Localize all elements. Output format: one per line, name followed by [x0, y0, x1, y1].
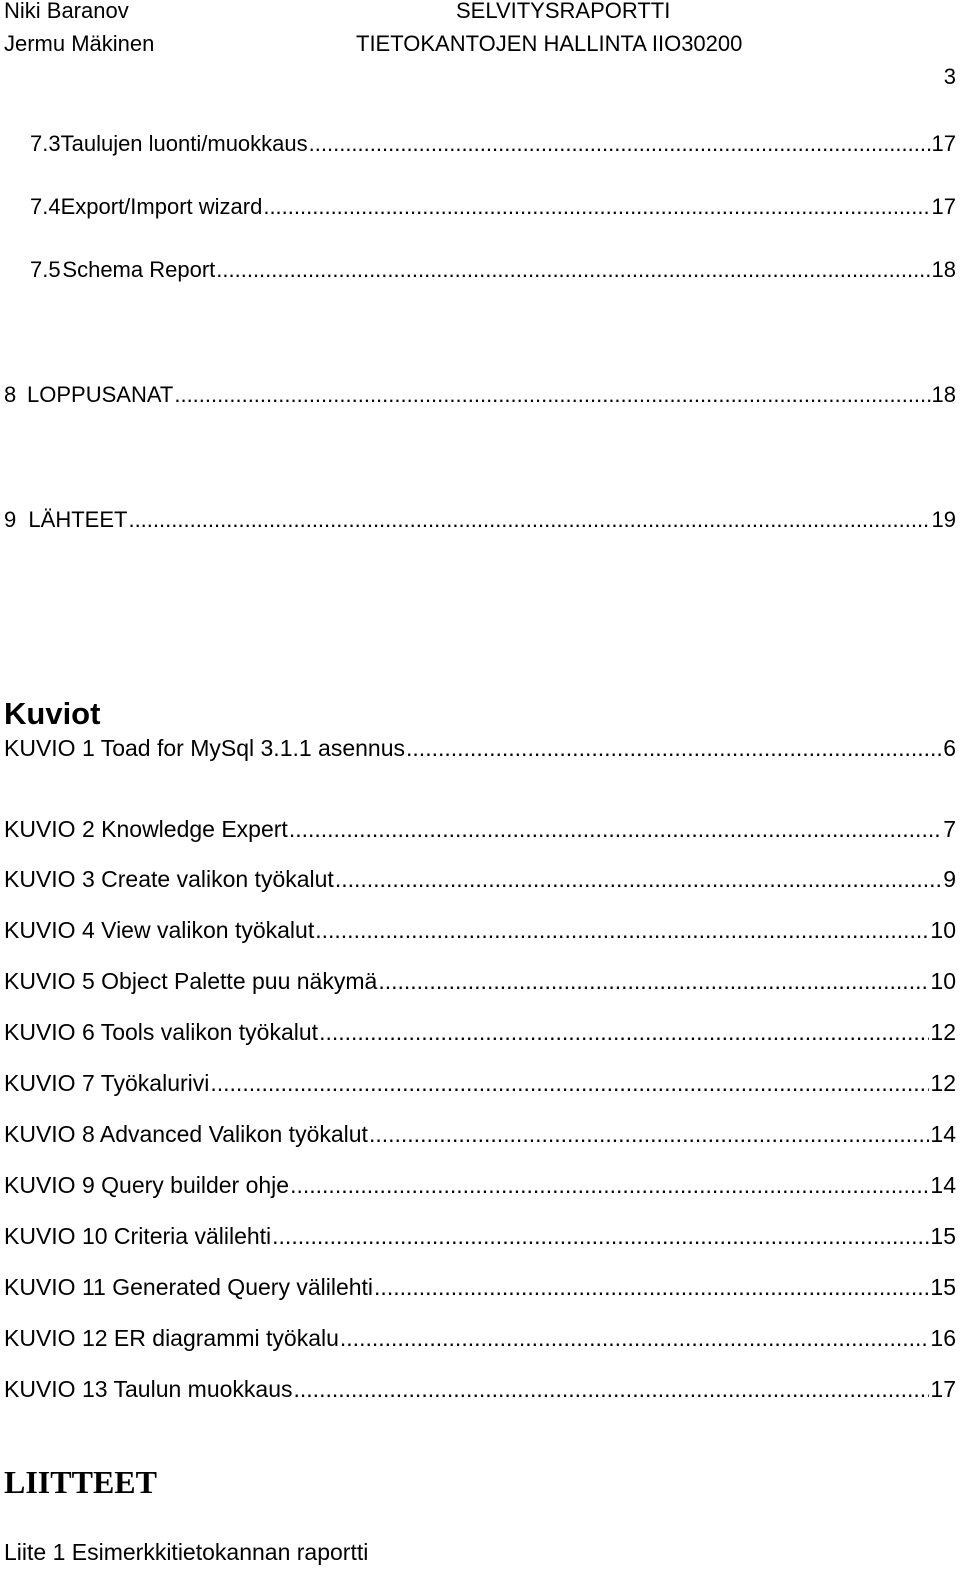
- leader-dots: [319, 1019, 929, 1046]
- figure-title: KUVIO 10 Criteria välilehti: [4, 1223, 272, 1249]
- leader-dots: [340, 1325, 930, 1352]
- leader-dots: [289, 816, 942, 843]
- figure-title: KUVIO 2 Knowledge Expert: [4, 816, 288, 842]
- toc-entry[interactable]: [30, 131, 956, 157]
- figure-title: KUVIO 6 Tools valikon työkalut: [4, 1019, 319, 1045]
- figure-title: KUVIO 11 Generated Query välilehti: [4, 1274, 374, 1300]
- header-author-2: Jermu Mäkinen: [4, 31, 155, 56]
- leader-dots: [369, 1121, 929, 1148]
- figure-entry[interactable]: [4, 1019, 956, 1046]
- figure-page: 10: [930, 968, 956, 994]
- figure-title: KUVIO 5 Object Palette puu näkymä: [4, 968, 378, 994]
- figure-page: 9: [943, 866, 956, 892]
- figure-entry[interactable]: [4, 968, 956, 995]
- toc-entry[interactable]: [4, 507, 956, 533]
- toc-title: Export/Import wizard: [60, 194, 263, 219]
- figure-entry[interactable]: [4, 816, 956, 843]
- toc-number: 7.5: [30, 257, 61, 282]
- toc-entry[interactable]: [30, 194, 956, 220]
- figure-page: 15: [930, 1223, 956, 1249]
- figure-title: KUVIO 4 View valikon työkalut: [4, 917, 315, 943]
- leader-dots: [210, 1070, 929, 1097]
- figure-page: 12: [930, 1019, 956, 1045]
- leader-dots: [216, 257, 930, 283]
- leader-dots: [128, 507, 930, 533]
- leader-dots: [294, 1376, 930, 1403]
- leader-dots: [315, 917, 929, 944]
- page-number: 3: [943, 64, 956, 89]
- figure-title: KUVIO 3 Create valikon työkalut: [4, 866, 334, 892]
- toc-title: LOPPUSANAT: [27, 382, 174, 407]
- figure-entry[interactable]: [4, 1172, 956, 1199]
- figure-entry[interactable]: [4, 1325, 956, 1352]
- toc-number: 9: [4, 507, 17, 532]
- header-course: TIETOKANTOJEN HALLINTA IIO30200: [356, 31, 743, 56]
- leader-dots: [263, 194, 930, 220]
- figure-title: KUVIO 12 ER diagrammi työkalu: [4, 1325, 339, 1351]
- figure-entry[interactable]: [4, 1274, 956, 1301]
- toc-page: 18: [931, 382, 956, 407]
- leader-dots: [378, 968, 929, 995]
- leader-dots: [374, 1274, 929, 1301]
- toc-title: Schema Report: [62, 257, 216, 282]
- figure-entry[interactable]: [4, 735, 956, 762]
- figure-page: 14: [930, 1172, 956, 1198]
- figure-title: KUVIO 9 Query builder ohje: [4, 1172, 290, 1198]
- toc-page: 19: [931, 507, 956, 532]
- leader-dots: [174, 382, 930, 408]
- toc-number: 7.4: [30, 194, 61, 219]
- toc-entry[interactable]: [30, 257, 956, 283]
- figure-title: KUVIO 1 Toad for MySql 3.1.1 asennus: [4, 735, 406, 761]
- leader-dots: [290, 1172, 929, 1199]
- toc-number: 8: [4, 382, 17, 407]
- figure-page: 17: [930, 1376, 956, 1402]
- leader-dots: [309, 131, 931, 157]
- figure-page: 12: [930, 1070, 956, 1096]
- header-doc-type: SELVITYSRAPORTTI: [456, 0, 671, 23]
- figure-page: 14: [930, 1121, 956, 1147]
- toc-number: 7.3: [30, 131, 61, 156]
- toc-page: 17: [931, 131, 956, 156]
- appendix-title: Liite 1 Esimerkkitietokannan raportti: [4, 1539, 369, 1565]
- figure-entry[interactable]: [4, 866, 956, 893]
- figures-heading: Kuviot: [4, 696, 101, 731]
- figure-page: 10: [930, 917, 956, 943]
- appendix-entry[interactable]: [4, 1539, 956, 1566]
- figure-page: 16: [930, 1325, 956, 1351]
- leader-dots: [272, 1223, 929, 1250]
- figure-entry[interactable]: [4, 917, 956, 944]
- figure-title: KUVIO 7 Työkalurivi: [4, 1070, 210, 1096]
- toc-title: LÄHTEET: [28, 507, 128, 532]
- toc-page: 18: [931, 257, 956, 282]
- toc-entry[interactable]: [4, 382, 956, 408]
- figure-title: KUVIO 8 Advanced Valikon työkalut: [4, 1121, 368, 1147]
- figure-entry[interactable]: [4, 1376, 956, 1403]
- figure-title: KUVIO 13 Taulun muokkaus: [4, 1376, 293, 1402]
- figure-entry[interactable]: [4, 1223, 956, 1250]
- figure-page: 15: [930, 1274, 956, 1300]
- figure-page: 6: [943, 735, 956, 761]
- appendices-heading: LIITTEET: [4, 1464, 157, 1500]
- toc-title: Taulujen luonti/muokkaus: [60, 131, 308, 156]
- leader-dots: [406, 735, 942, 762]
- figure-page: 7: [943, 816, 956, 842]
- figure-entry[interactable]: [4, 1070, 956, 1097]
- leader-dots: [335, 866, 942, 893]
- figure-entry[interactable]: [4, 1121, 956, 1148]
- header-author-1: Niki Baranov: [4, 0, 129, 23]
- toc-page: 17: [931, 194, 956, 219]
